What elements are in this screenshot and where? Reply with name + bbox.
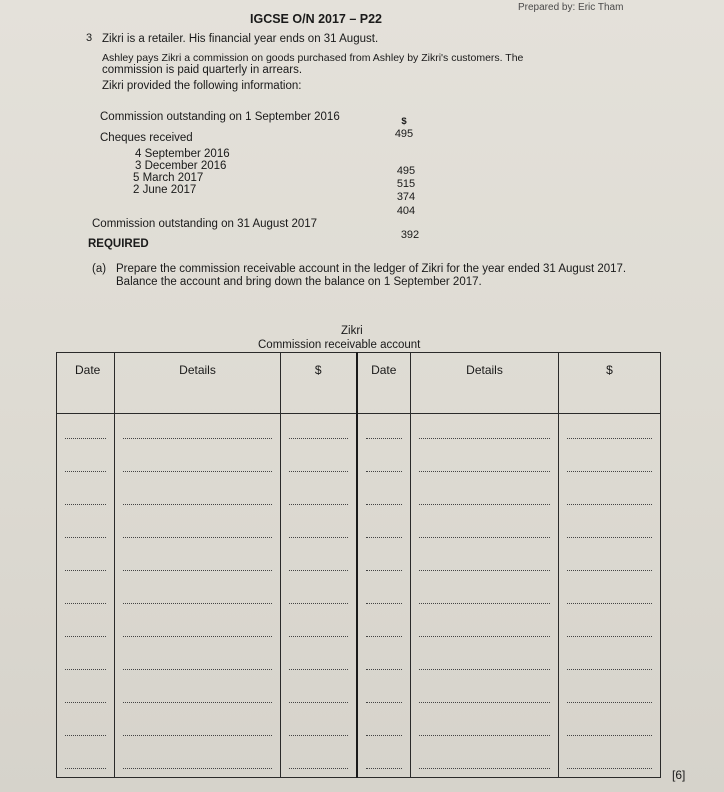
dotted-answer-line [123, 603, 272, 604]
credit-date-field[interactable] [357, 447, 411, 480]
credit-details-field[interactable] [411, 744, 559, 778]
dotted-answer-line [289, 504, 348, 505]
debit-amount-field[interactable] [281, 546, 357, 579]
debit-date-field[interactable] [57, 711, 115, 744]
credit-details-field[interactable] [411, 645, 559, 678]
dotted-answer-line [366, 471, 403, 472]
dotted-answer-line [567, 570, 652, 571]
credit-details-field[interactable] [411, 612, 559, 645]
dotted-answer-line [567, 702, 652, 703]
credit-details-field[interactable] [411, 513, 559, 546]
dotted-answer-line [123, 702, 272, 703]
debit-details-field[interactable] [115, 678, 281, 711]
info-currency-symbol: $ [401, 116, 407, 127]
credit-date-field[interactable] [357, 546, 411, 579]
dotted-answer-line [289, 537, 348, 538]
closing-balance-label: Commission outstanding on 31 August 2017 [92, 218, 318, 230]
dotted-answer-line [419, 570, 550, 571]
credit-amount-field[interactable] [559, 612, 661, 645]
required-heading: REQUIRED [88, 238, 149, 250]
closing-balance-amount: 392 [400, 229, 420, 241]
dotted-answer-line [65, 471, 106, 472]
credit-date-field[interactable] [357, 513, 411, 546]
dotted-answer-line [123, 438, 272, 439]
credit-date-field[interactable] [357, 678, 411, 711]
dotted-answer-line [419, 603, 550, 604]
ledger-answer-row [57, 678, 661, 711]
debit-date-field[interactable] [57, 612, 115, 645]
dotted-answer-line [419, 735, 550, 736]
ledger-answer-row [57, 414, 661, 448]
dotted-answer-line [567, 669, 652, 670]
credit-details-field[interactable] [411, 678, 559, 711]
dotted-answer-line [123, 570, 272, 571]
credit-amount-field[interactable] [559, 447, 661, 480]
dotted-answer-line [366, 702, 403, 703]
credit-amount-field[interactable] [559, 546, 661, 579]
debit-amount-field[interactable] [281, 414, 357, 448]
dotted-answer-line [366, 669, 403, 670]
debit-amount-field[interactable] [281, 612, 357, 645]
debit-date-field[interactable] [57, 678, 115, 711]
dotted-answer-line [567, 471, 652, 472]
debit-date-field[interactable] [57, 513, 115, 546]
debit-details-field[interactable] [115, 414, 281, 448]
dotted-answer-line [65, 570, 106, 571]
debit-details-field[interactable] [115, 513, 281, 546]
debit-date-field[interactable] [57, 414, 115, 448]
dotted-answer-line [289, 570, 348, 571]
debit-amount-header: $ [281, 353, 357, 414]
dotted-answer-line [123, 504, 272, 505]
dotted-answer-line [123, 636, 272, 637]
ledger-answer-row [57, 612, 661, 645]
dotted-answer-line [567, 636, 652, 637]
dotted-answer-line [419, 768, 550, 769]
dotted-answer-line [567, 438, 652, 439]
dotted-answer-line [419, 702, 550, 703]
dotted-answer-line [567, 504, 652, 505]
dotted-answer-line [567, 537, 652, 538]
marks-allocation: [6] [672, 768, 686, 782]
dotted-answer-line [123, 669, 272, 670]
debit-date-field[interactable] [57, 744, 115, 778]
debit-details-field[interactable] [115, 612, 281, 645]
debit-details-field[interactable] [115, 579, 281, 612]
intro-line-2: Ashley pays Zikri a commission on goods purchased from Ashley by Zikri's customers. The [102, 52, 524, 64]
credit-amount-field[interactable] [559, 711, 661, 744]
commission-receivable-ledger [56, 352, 660, 766]
debit-details-field[interactable] [115, 645, 281, 678]
ledger-answer-row [57, 645, 661, 678]
ledger-answer-row [57, 579, 661, 612]
dotted-answer-line [366, 438, 403, 439]
debit-date-field[interactable] [57, 447, 115, 480]
debit-details-header: Details [115, 353, 281, 414]
credit-details-field[interactable] [411, 711, 559, 744]
debit-details-field[interactable] [115, 744, 281, 778]
dotted-answer-line [65, 702, 106, 703]
dotted-answer-line [289, 438, 348, 439]
credit-date-field[interactable] [357, 744, 411, 778]
dotted-answer-line [419, 438, 550, 439]
cheque-amount-4: 404 [396, 205, 416, 217]
credit-amount-field[interactable] [559, 480, 661, 513]
credit-details-field[interactable] [411, 579, 559, 612]
prepared-by-text: Prepared by: Eric Tham [518, 2, 624, 13]
debit-date-field[interactable] [57, 546, 115, 579]
credit-amount-field[interactable] [559, 645, 661, 678]
dotted-answer-line [366, 504, 403, 505]
dotted-answer-line [65, 603, 106, 604]
dotted-answer-line [289, 735, 348, 736]
dotted-answer-line [419, 504, 550, 505]
debit-details-field[interactable] [115, 447, 281, 480]
cheque-date-4: 2 June 2017 [133, 184, 197, 196]
dotted-answer-line [366, 768, 403, 769]
ledger-answer-row [57, 447, 661, 480]
dotted-answer-line [289, 669, 348, 670]
dotted-answer-line [65, 636, 106, 637]
dotted-answer-line [65, 768, 106, 769]
opening-balance-label: Commission outstanding on 1 September 2016 [100, 111, 340, 123]
credit-date-field[interactable] [357, 480, 411, 513]
dotted-answer-line [289, 768, 348, 769]
dotted-answer-line [366, 603, 403, 604]
ledger-account-title: Commission receivable account [258, 339, 421, 351]
part-a-label: (a) [92, 263, 107, 275]
credit-details-header: Details [411, 353, 559, 414]
dotted-answer-line [289, 702, 348, 703]
cheque-date-1: 4 September 2016 [135, 148, 230, 160]
credit-amount-field[interactable] [559, 579, 661, 612]
dotted-answer-line [289, 603, 348, 604]
dotted-answer-line [65, 669, 106, 670]
dotted-answer-line [567, 735, 652, 736]
debit-date-field[interactable] [57, 480, 115, 513]
dotted-answer-line [289, 636, 348, 637]
question-number: 3 [86, 32, 93, 44]
credit-amount-field[interactable] [559, 678, 661, 711]
dotted-answer-line [419, 669, 550, 670]
cheque-date-2: 3 December 2016 [135, 160, 227, 172]
intro-line-3: commission is paid quarterly in arrears. [102, 64, 303, 76]
dotted-answer-line [567, 603, 652, 604]
credit-details-field[interactable] [411, 414, 559, 448]
dotted-answer-line [123, 768, 272, 769]
debit-amount-field[interactable] [281, 711, 357, 744]
credit-date-field[interactable] [357, 711, 411, 744]
credit-amount-field[interactable] [559, 414, 661, 448]
dotted-answer-line [567, 768, 652, 769]
intro-line-4: Zikri provided the following information: [102, 80, 302, 92]
credit-details-field[interactable] [411, 447, 559, 480]
cheque-date-3: 5 March 2017 [133, 172, 204, 184]
dotted-answer-line [65, 438, 106, 439]
debit-amount-field[interactable] [281, 744, 357, 778]
debit-amount-field[interactable] [281, 513, 357, 546]
debit-details-field[interactable] [115, 711, 281, 744]
credit-date-field[interactable] [357, 414, 411, 448]
exam-code-heading: IGCSE O/N 2017 – P22 [250, 12, 383, 26]
dotted-answer-line [65, 537, 106, 538]
cheque-amount-3: 374 [396, 191, 416, 203]
credit-amount-field[interactable] [559, 744, 661, 778]
credit-date-field[interactable] [357, 579, 411, 612]
ledger-header-row [57, 353, 661, 414]
dotted-answer-line [366, 636, 403, 637]
credit-amount-header: $ [559, 353, 661, 414]
ledger-answer-row [57, 513, 661, 546]
debit-details-field[interactable] [115, 546, 281, 579]
cheque-amount-2: 515 [396, 178, 416, 190]
ledger-answer-row [57, 711, 661, 744]
opening-balance-amount: 495 [394, 128, 414, 140]
credit-date-field[interactable] [357, 612, 411, 645]
debit-amount-field[interactable] [281, 480, 357, 513]
part-a-instructions: Prepare the commission receivable account in the ledger of Zikri for the year ended 31 August 2017. Balance the account and bring down the balance on 1 September 2017. [116, 263, 627, 288]
dotted-answer-line [123, 471, 272, 472]
debit-details-field[interactable] [115, 480, 281, 513]
dotted-answer-line [65, 735, 106, 736]
ledger-owner-name: Zikri [341, 325, 363, 337]
debit-date-field[interactable] [57, 579, 115, 612]
dotted-answer-line [123, 735, 272, 736]
debit-date-header: Date [57, 353, 115, 414]
intro-line-1: Zikri is a retailer. His financial year ends on 31 August. [102, 33, 379, 45]
credit-details-field[interactable] [411, 546, 559, 579]
dotted-answer-line [419, 471, 550, 472]
dotted-answer-line [65, 504, 106, 505]
credit-details-field[interactable] [411, 480, 559, 513]
cheque-amount-1: 495 [396, 165, 416, 177]
debit-amount-field[interactable] [281, 678, 357, 711]
debit-date-field[interactable] [57, 645, 115, 678]
dotted-answer-line [366, 570, 403, 571]
dotted-answer-line [123, 537, 272, 538]
dotted-answer-line [366, 537, 403, 538]
dotted-answer-line [289, 471, 348, 472]
cheques-received-label: Cheques received [100, 132, 193, 144]
debit-amount-field[interactable] [281, 579, 357, 612]
dotted-answer-line [419, 636, 550, 637]
credit-amount-field[interactable] [559, 513, 661, 546]
dotted-answer-line [419, 537, 550, 538]
credit-date-field[interactable] [357, 645, 411, 678]
dotted-answer-line [366, 735, 403, 736]
ledger-answer-row [57, 546, 661, 579]
ledger-answer-row [57, 480, 661, 513]
debit-amount-field[interactable] [281, 645, 357, 678]
credit-date-header: Date [357, 353, 411, 414]
ledger-answer-row [57, 744, 661, 778]
debit-amount-field[interactable] [281, 447, 357, 480]
